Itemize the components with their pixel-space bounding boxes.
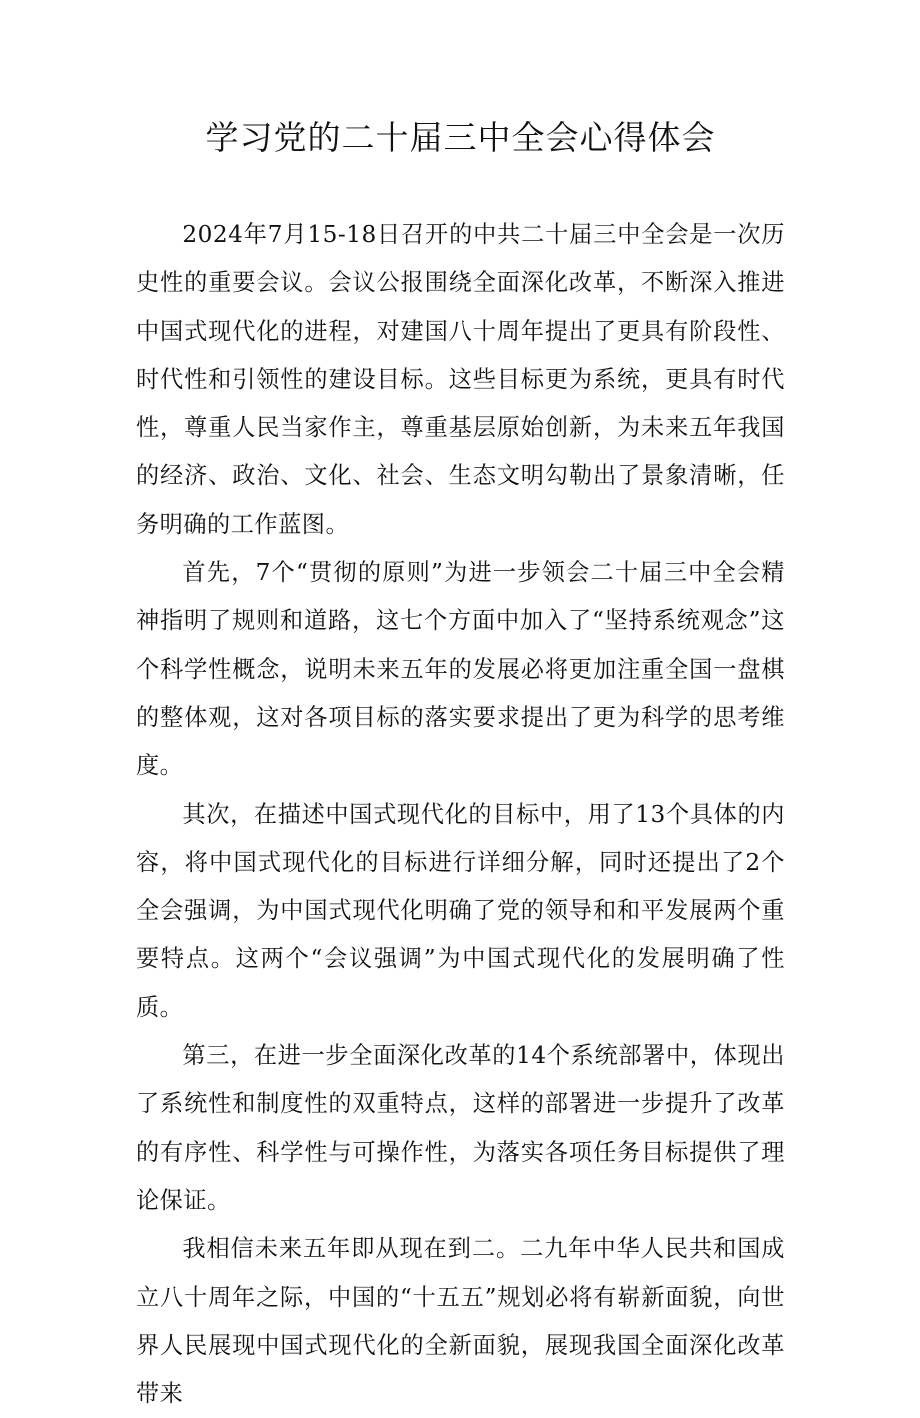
document-title: 学习党的二十届三中全会心得体会: [205, 118, 716, 157]
paragraph: 其次，在描述中国式现代化的目标中，用了13个具体的内容，将中国式现代化的目标进行详细分解，同时还提出了2个全会强调，为中国式现代化明确了党的领导和和平发展两个重要特点。这两个“会议强调”为中国式现代化的发展明确了性质。: [136, 800, 785, 1021]
paragraph: 首先，7个“贯彻的原则”为进一步领会二十届三中全会精神指明了规则和道路，这七个方面中加入了“坚持系统观念”这个科学性概念，说明未来五年的发展必将更加注重全国一盘棋的整体观，这对各项目标的落实要求提出了更为科学的思考维度。: [136, 559, 785, 780]
paragraph: 第三，在进一步全面深化改革的14个系统部署中，体现出了系统性和制度性的双重特点，这样的部署进一步提升了改革的有序性、科学性与可操作性，为落实各项任务目标提供了理论保证。: [136, 1042, 785, 1214]
document-body: [136, 211, 785, 1418]
paragraph: 2024年7月15-18日召开的中共二十届三中全会是一次历史性的重要会议。会议公报围绕全面深化改革，不断深入推进中国式现代化的进程，对建国八十周年提出了更具有阶段性、时代性和引领性的建设目标。这些目标更为系统，更具有时代性，尊重人民当家作主，尊重基层原始创新，为未来五年我国的经济、政治、文化、社会、生态文明勾勒出了景象清晰，任务明确的工作蓝图。: [136, 221, 785, 538]
paragraph: 我相信未来五年即从现在到二。二九年中华人民共和国成立八十周年之际，中国的“十五五”规划必将有崭新面貌，向世界人民展现中国式现代化的全新面貌，展现我国全面深化改革带来: [136, 1235, 785, 1408]
